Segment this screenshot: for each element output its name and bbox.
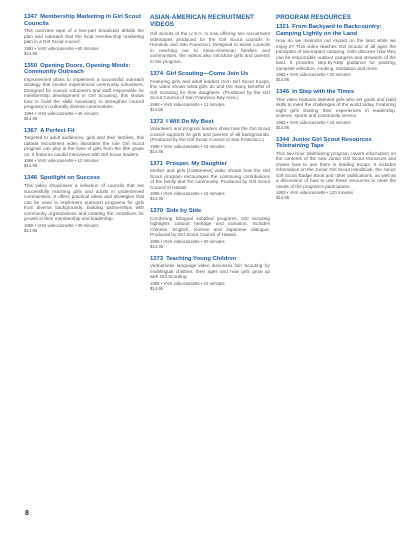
item-meta: 1995 • VHS videocassette • 10 minutes	[150, 280, 225, 286]
item-description: Combining bilingual subtitled programs, Girl Scouting highlights cultural heritage and inclusion. Includes Chinese, English, Korean and Japanese dialogue. Produced by Girl Scout Council of Hawaii.	[150, 215, 270, 238]
catalog-item	[276, 137, 396, 201]
item-price: $14.95	[276, 77, 290, 83]
item-price: $14.95	[150, 148, 164, 154]
item-number: 1346	[24, 175, 38, 182]
item-number: 1370	[150, 208, 164, 215]
item-heading: Prosper, My Daughter	[166, 160, 227, 167]
item-price: $14.95	[276, 124, 290, 130]
item-heading: A Perfect Fit	[40, 127, 75, 134]
item-description: Featuring girls and adult leaders from Girl Scout troops, this video shows what girls do and the many benefits of Girl Scouting for their daughters. (Produced by the Girl Scout Council of San Francisco Bay Area.)	[150, 78, 270, 101]
item-number: 1371	[150, 160, 164, 167]
catalog-item	[150, 256, 270, 291]
page-number: 8	[25, 510, 29, 517]
item-number: 1347	[24, 14, 38, 20]
catalog-item	[276, 24, 396, 82]
item-heading: In Step with the Times	[292, 89, 355, 96]
item-heading: Spotlight on Success	[40, 175, 101, 182]
item-number: 1372	[150, 118, 164, 125]
item-price: $14.95	[150, 196, 164, 202]
item-description: Targeted to adult audiences, girls and their families, this upbeat recruitment video illustrates the role Girl Scout program can play in the lives of girls from the fifth grade on. It features candid interviews with Girl Scout leaders.	[24, 135, 144, 157]
item-title	[150, 71, 270, 78]
catalog-item	[24, 63, 144, 121]
item-title	[24, 63, 144, 76]
item-number: 1346	[276, 89, 290, 96]
item-title	[276, 137, 396, 150]
item-meta: 1995 • VHS videocassette • 30 minutes	[24, 222, 99, 228]
item-title	[276, 24, 396, 37]
item-heading: Teaching Young Children	[166, 255, 237, 262]
item-number: 1367	[24, 127, 38, 134]
item-price: $14.95	[24, 50, 38, 56]
item-meta: 1994 • VHS videocassette • 45 minutes	[24, 110, 99, 116]
item-title	[24, 14, 144, 27]
item-meta: 1996 • VHS videocassette • 15 minutes	[150, 143, 225, 149]
item-title	[150, 256, 270, 263]
catalog-item	[150, 119, 270, 154]
item-meta: 1993 • VHS videocassette • 120 minutes	[276, 190, 354, 196]
catalog-item	[150, 208, 270, 249]
column-middle	[150, 14, 270, 298]
section-heading: PROGRAM RESOURCES	[276, 14, 351, 21]
item-title	[276, 89, 396, 96]
item-description: How do we minimize our impact on the land while we enjoy it? This video teaches Girl Scouts of all ages the principles of low-impact camping. Girls discover how they can be responsible outdoor campers and stewards of the land. It provides step-by-step guidance for packing, campsite selection, cooking, sanitation and more.	[276, 38, 396, 71]
item-title	[24, 175, 144, 182]
item-number: 1374	[150, 71, 164, 77]
item-description: This video features talented girls who set goals and build skills to meet the challenges of the world today. Featuring eight girls sharing their experiences in leadership, science, sports and community service.	[276, 96, 396, 119]
item-price: $14.95	[276, 195, 290, 201]
catalog-item	[24, 14, 144, 56]
catalog-item	[276, 89, 396, 130]
item-meta: 1993 • VHS videocassette • 15 minutes	[276, 119, 351, 125]
catalog-item	[24, 175, 144, 232]
catalog-item	[24, 128, 144, 169]
catalog-item	[150, 161, 270, 202]
intro-text: Girl Scouts of the U.S.A. is now offering two recruitment videotapes produced for the Girl Scout councils in Honolulu and San Francisco. Designed to assist councils in reaching out to Asian-American families and communities, the videos also introduce girls and parents to the program.	[150, 31, 270, 64]
item-price: $14.95	[150, 106, 164, 112]
item-title	[150, 208, 270, 215]
item-price: $14.95	[150, 285, 164, 291]
item-number: 1344	[276, 136, 290, 143]
item-title	[24, 128, 144, 135]
catalog-item	[150, 71, 270, 112]
item-title	[150, 161, 270, 168]
item-number: 1350	[24, 62, 38, 69]
item-meta: 1993 • VHS videocassette • 20 minutes	[276, 72, 351, 78]
item-meta: 1995 • VHS videocassette • 20 minutes	[150, 238, 225, 244]
item-heading: Opening Doors, Opening Minds: Community Outreach	[24, 62, 131, 76]
item-number: 1373	[150, 255, 164, 262]
item-number: 1321	[276, 24, 290, 30]
item-price: $14.95	[24, 227, 38, 233]
item-heading: Girl Scouting—Come Join Us	[166, 71, 249, 77]
item-heading: Junior Girl Scout Resources Teletraining Tape	[276, 136, 372, 150]
section-heading: ASIAN-AMERICAN RECRUITMENT VIDEOS	[150, 14, 255, 28]
item-heading: From Backyard to Backcountry: Camping Lightly on the Land	[276, 24, 382, 37]
item-price: $14.95	[150, 243, 164, 249]
item-heading: Side by Side	[166, 208, 202, 215]
item-meta: 1995 • VHS videocassette • 15 minutes	[150, 191, 225, 197]
item-meta: 1996 • VHS videocassette • 12 minutes	[24, 158, 99, 164]
item-price: $14.95	[24, 115, 38, 121]
item-price: $14.95	[24, 163, 38, 169]
item-heading: I Will Do My Best	[166, 118, 214, 125]
column-right	[276, 14, 396, 207]
item-title	[150, 119, 270, 126]
item-description: This two-hour teletraining program covers information on the contents of the new Junior Girl Scout resources and shows how to use them in leading troops. It includes information on the Junior Girl Scout Handbook, the Junior Girl Scout Badge Book and other publications, as well as a discussion of how to use these resources to meet the needs of the program's participants.	[276, 150, 396, 189]
item-description: Vietnamese language video discusses Girl Scouting for multilingual children, their ages and how girls grow up with Girl Scouting.	[150, 263, 270, 280]
item-meta: 1993 • VHS videocassette • 60 minutes	[24, 45, 99, 51]
column-left	[24, 14, 144, 240]
section-intro	[150, 31, 270, 64]
item-description: Improvement plans to implement a successful outreach strategy that involve experienced community volunteers. Designed for council volunteers and staff responsible for membership development in Girl Scouting, this shows how to build the skills necessary to strengthen council programs in culturally diverse communities.	[24, 76, 144, 110]
item-description: Volunteers and program leaders show how the Girl Scout council supports its girls and parents of all backgrounds. (Produced by the Girl Scout Council of San Francisco.)	[150, 126, 270, 143]
item-heading: Membership Marketing in Girl Scout Councils	[24, 14, 141, 27]
item-description: This overview tape of a two-part broadcast details the plan and outreach that the local membership marketing plan in a Girl Scout council.	[24, 28, 144, 45]
item-description: Mother and girls [Cantonese] video shows how the Girl Scout program encourages the continuing contributions of the family and the community. Produced by Girl Scout Council of Hawaii.	[150, 168, 270, 190]
item-description: This video showcases a selection of councils that are successfully reaching girls and adults in underserved communities. It offers practical ideas and strategies that can be used to implement outreach programs for girls from diverse backgrounds, building partnerships with community organizations and creating the conditions for growth in their membership and leadership.	[24, 183, 144, 222]
item-meta: 1996 • VHS videocassette • 12 minutes	[150, 101, 225, 107]
